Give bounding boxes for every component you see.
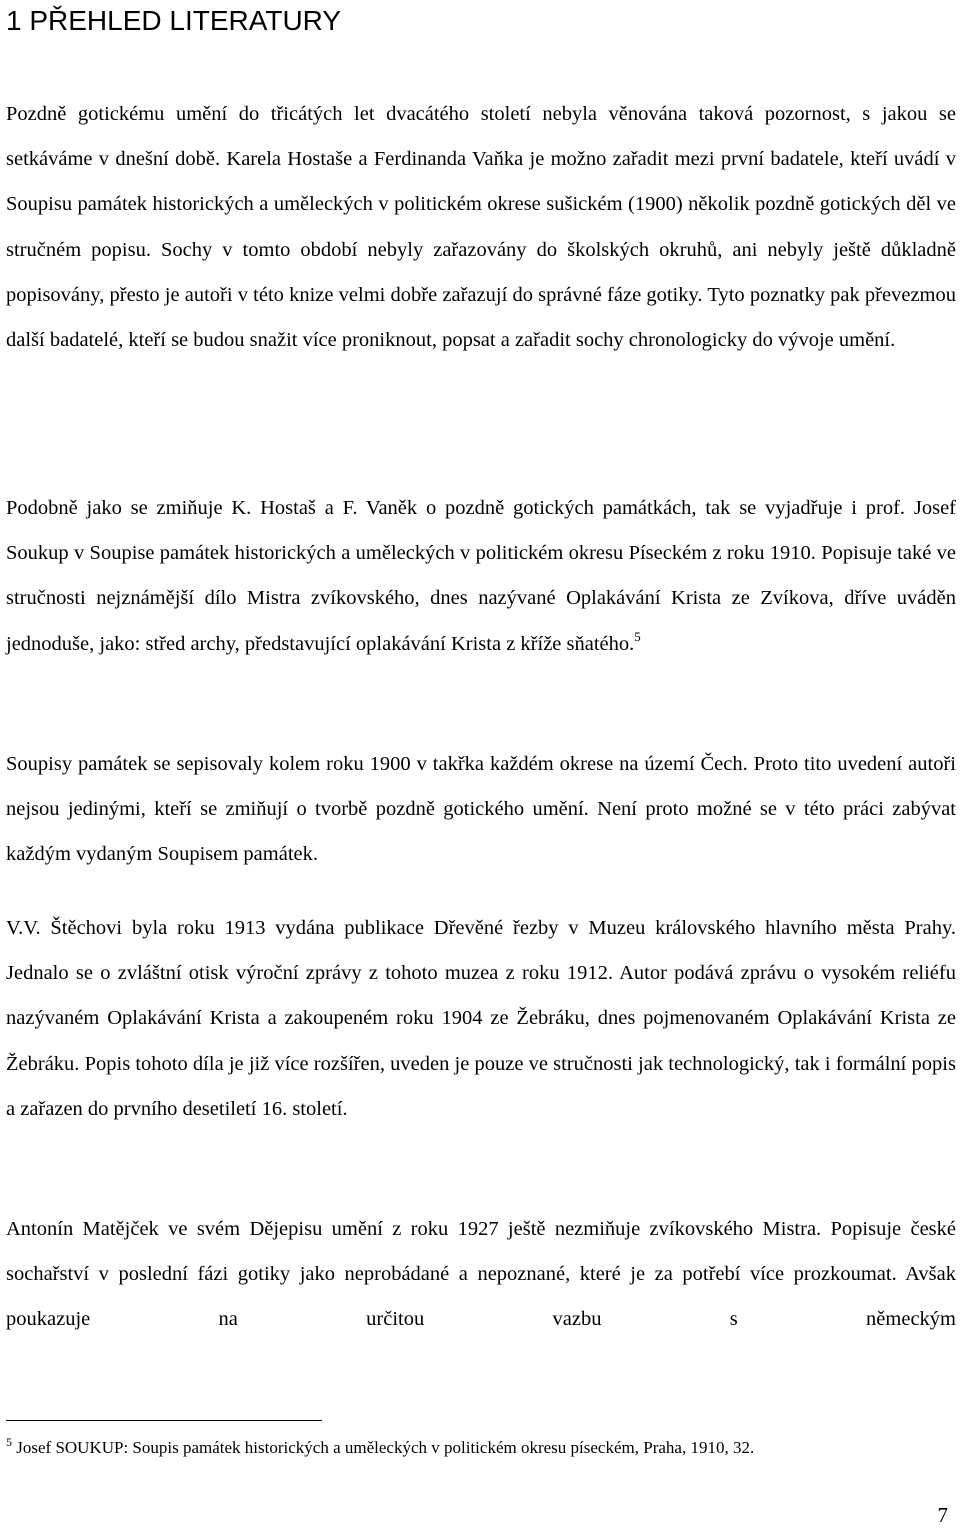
footnote-number: 5 [6,1435,12,1449]
paragraph-5: Antonín Matějček ve svém Dějepisu umění z roku 1927 ještě nezmiňuje zvíkovského Mistra. Popisuje české sochařství v poslední fázi gotiky jako neprobádané a nepoznané, které je za potřebí více prozkoumat. Avšak poukazuje na určitou vazbu s německým [6,1218,956,1331]
footnote-separator [6,1420,322,1421]
footnote [6,1435,951,1461]
paragraph-4: V.V. Štěchovi byla roku 1913 vydána publikace Dřevěné řezby v Muzeu královského hlavního města Prahy. Jednalo se o zvláštní otisk výroční zprávy z tohoto muzea z roku 1912. Autor podává zprávu o vysokém reliéfu nazývaném Oplakávání Krista a zakoupeném roku 1904 ze Žebráku, dnes pojmenovaném Oplakávání Krista ze Žebráku. Popis tohoto díla je již více rozšířen, uveden je pouze ve stručnosti jak technologický, tak i formální popis a zařazen do prvního desetiletí 16. století. [6,917,956,1120]
paragraph-1: Pozdně gotickému umění do třicátých let dvacátého století nebyla věnována taková pozornost, s jakou se setkáváme v dnešní době. Karela Hostaše a Ferdinanda Vaňka je možno zařadit mezi první badatele, kteří uvádí v Soupisu památek historických a uměleckých v politickém okrese sušickém (1900) několik pozdně gotických děl ve stručném popisu. Sochy v tomto období nebyly zařazovány do školských okruhů, ani nebyly ještě důkladně popisovány, přesto je autoři v této knize velmi dobře zařazují do správné fáze gotiky. Tyto poznatky pak převezmou další badatelé, kteří se budou snažit více proniknout, popsat a zařadit sochy chronologicky do vývoje umění. [6,103,956,352]
paragraph-3: Soupisy památek se sepisovaly kolem roku 1900 v takřka každém okrese na území Čech. Proto tito uvedení autoři nejsou jedinými, kteří se zmiňují o tvorbě pozdně gotického umění. Není proto možné se v této práci zabývat každým vydaným Soupisem památek. [6,753,956,866]
footnote-text: Josef SOUKUP: Soupis památek historických a uměleckých v politickém okresu píseckém, Praha, 1910, 32. [12,1438,755,1457]
section-heading: 1 PŘEHLED LITERATURY [6,5,342,36]
page-number: 7 [937,1503,948,1527]
footnote-reference: 5 [634,628,641,644]
paragraph-2 [6,486,956,667]
paragraph-2-text: Podobně jako se zmiňuje K. Hostaš a F. Vaněk o pozdně gotických památkách, tak se vyjadřuje i prof. Josef Soukup v Soupise památek historických a uměleckých v politickém okresu Píseckém z roku 1910. Popisuje také ve stručnosti nejznámější dílo Mistra zvíkovského, dnes nazývané Oplakávání Krista ze Zvíkova, dříve uváděn jednoduše, jako: střed archy, představující oplakávání Krista z kříže sňatého. [6,497,956,655]
